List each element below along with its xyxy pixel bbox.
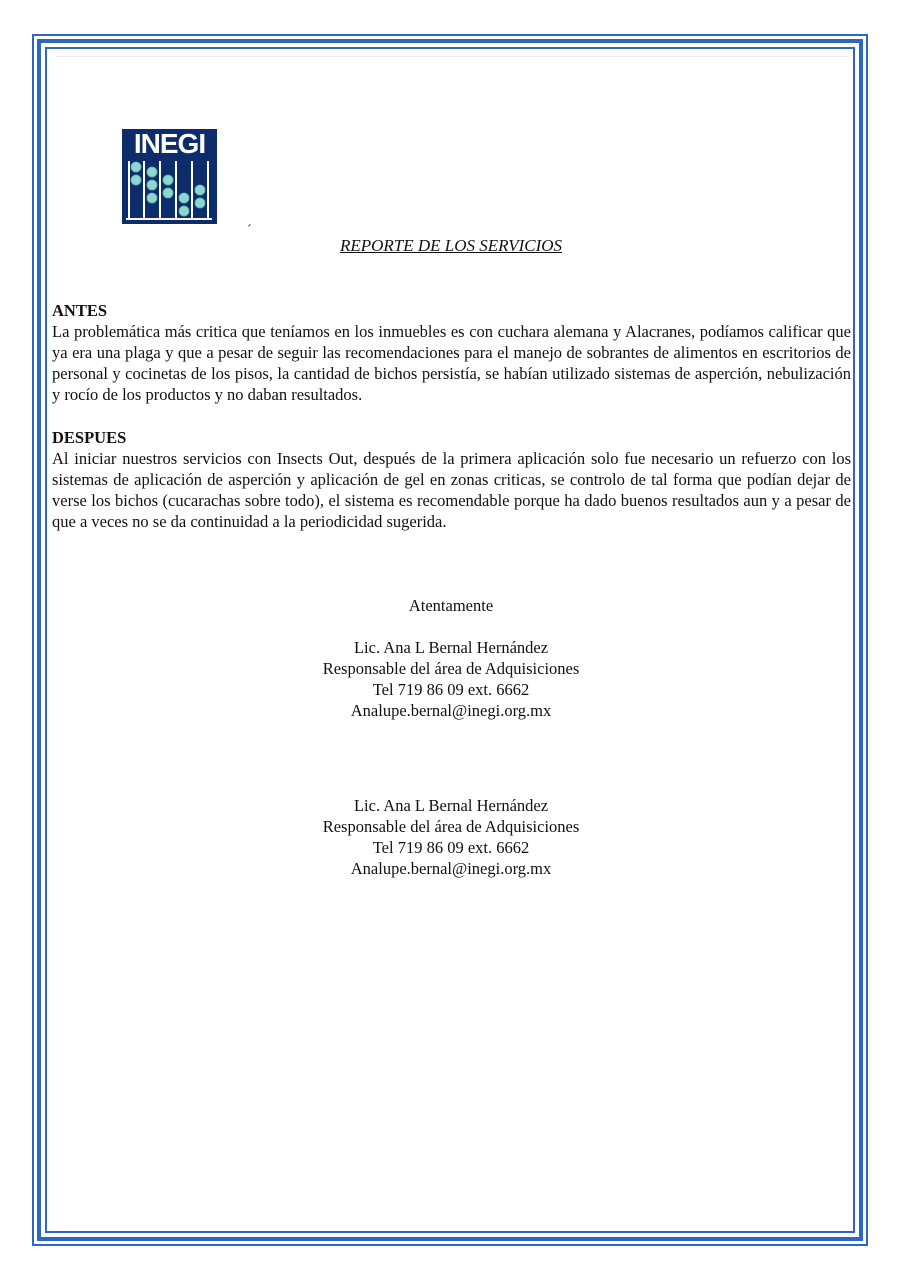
logo-wordmark: INEGI (133, 128, 206, 159)
inegi-logo (122, 129, 217, 224)
signature-role: Responsable del área de Adquisiciones (322, 659, 580, 678)
section-despues-heading: DESPUES (52, 428, 127, 447)
signature-role: Responsable del área de Adquisiciones (322, 817, 580, 836)
abacus-icon (122, 159, 217, 224)
signature-name: Lic. Ana L Bernal Hernández (353, 638, 549, 657)
signature-block-2 (0, 795, 902, 879)
section-despues-body: Al iniciar nuestros servicios con Insects Out, después de la primera aplicación solo fue necesario un refuerzo con los sistemas de aplicación de asperción y aplicación de gel en zonas criticas, se controlo de tal forma que podían dejar de verse los bichos (cucarachas sobre todo), el sistema es recomendable porque ha dado buenos resultados aun y a pesar de que a veces no se da continuidad a la periodicidad sugerida. (52, 449, 851, 531)
section-antes-heading: ANTES (52, 301, 108, 320)
signature-email: Analupe.bernal@inegi.org.mx (350, 701, 552, 720)
signature-block-1 (0, 637, 902, 721)
report-title: REPORTE DE LOS SERVICIOS (339, 236, 563, 255)
section-despues (52, 427, 851, 532)
closing-salutation: Atentamente (408, 596, 494, 615)
signature-email: Analupe.bernal@inegi.org.mx (350, 859, 552, 878)
signature-name: Lic. Ana L Bernal Hernández (353, 796, 549, 815)
signature-phone: Tel 719 86 09 ext. 6662 (372, 680, 530, 699)
stray-accent-mark: ´ (247, 223, 252, 238)
section-antes-body: La problemática más critica que teníamos en los inmuebles es con cuchara alemana y Alacranes, podíamos calificar que ya era una plaga y que a pesar de seguir las recomendaciones para el manejo de sobrantes de alimentos en escritorios de personal y cocinetas de los pisos, la cantidad de bichos persistía, se habían utilizado sistemas de asperción, nebulización y rocío de los productos y no daban resultados. (52, 322, 851, 404)
signature-phone: Tel 719 86 09 ext. 6662 (372, 838, 530, 857)
header-rule (56, 56, 848, 57)
section-antes (52, 300, 851, 405)
